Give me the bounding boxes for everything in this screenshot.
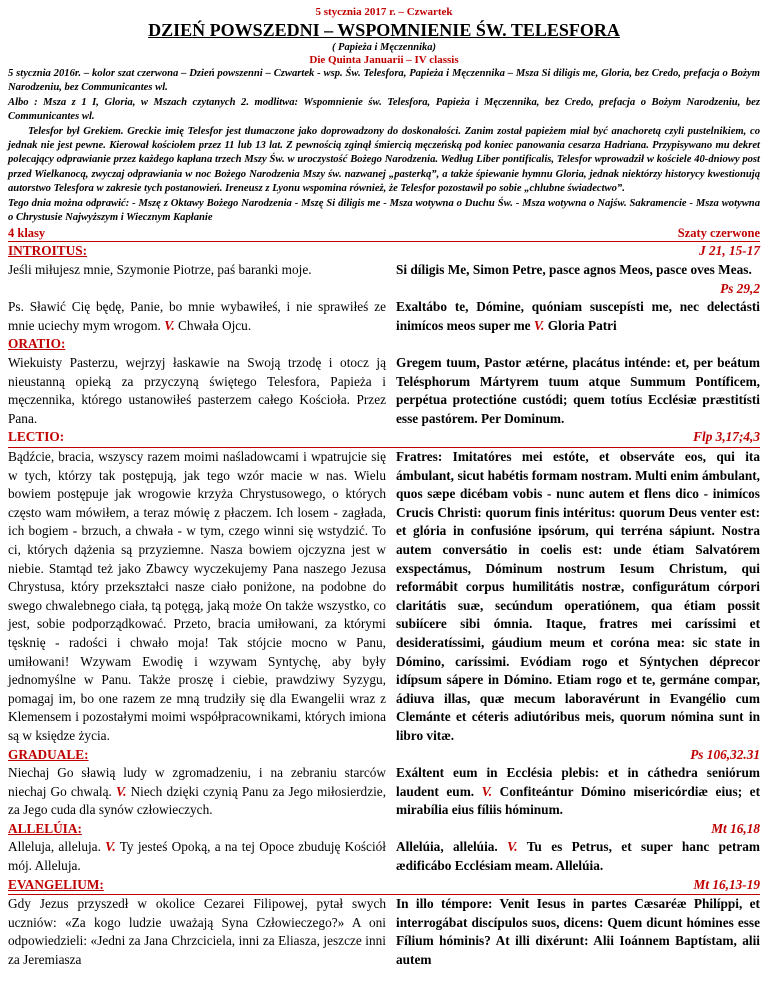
versicle-mark: V. — [507, 839, 518, 855]
oratio — [8, 354, 760, 428]
oratio-la: Gregem tuum, Pastor ætérne, placátus inténde: et, per beátum Telésphorum Mártyrem tuum atque Summum Pontíficem, perpétua protectióne custódi; quem totíus Ecclésiæ præstitísti esse pastórem. Per Dominum. — [396, 355, 760, 426]
text: Allelúia, allelúia. — [396, 839, 498, 855]
evangelium-label: EVANGELIUM: — [8, 876, 104, 892]
alleluia-ref: Mt 16,18 — [711, 820, 760, 836]
graduale-label: GRADUALE: — [8, 746, 89, 762]
oratio-pl: Wiekuisty Pasterzu, wejrzyj łaskawie na Swoją trzodę i otocz ją nieustanną opieką za przyczyną świętego Telesfora, Papieża i męczennika, którego ustanowiłeś pasterzem całego Kościoła. Przez Pana. — [8, 355, 386, 426]
intro-notes — [8, 67, 760, 225]
lectio-pl: Bądźcie, bracia, wszyscy razem moimi naśladowcami i wpatrujcie się w tych, którzy tak postępują, jak tego wzór macie w nas. Wielu bowiem postępuje jak wrogowie krzyża Chrystusowego, o których często wam mówiłem, a teraz mówię z płaczem. Ich losem - zagłada, ich bogiem - brzuch, a chwała - w tym, czego winni się wstydzić. To ci, których dążenia są przyziemne. Nasza bowiem ojczyzna jest w niebie. Stamtąd też jako Zbawcy wyczekujemy Pana naszego Jezusa Chrystusa, który przekształci nasze ciało poniżone, na podobne do swego chwalebnego ciała, tą potęgą, jaką może On także wszystko, co jest, sobie podporządkować. Przeto, bracia umiłowani, za którymi tęsknię - radości i chwało moja! Tak stójcie mocno w Panu, umiłowani! Wzywam Ewodię i wzywam Syntychę, aby były jednomyślne w Panu. Także proszę i ciebie, prawdziwy Syzygu, pomagaj im, bo one razem ze mną trudziły się dla Ewangelii wraz z Klemensem i pozostałymi moimi współpracownikami, których imiona są w księdze życia. — [8, 449, 386, 743]
introitus-psalm-la — [396, 298, 760, 335]
intro-paragraph: Telesfor był Grekiem. Greckie imię Telesfor jest tłumaczone jako doprowadzony do doskonałości. Zanim został papieżem miał być anachoretą czyli pustelnikiem, co jednak nie jest pewne. Kierował kościołem przez 11 lub 13 lat. Z pewnością zginął śmiercią męczeńską pod koniec panowania cesarza Hadriana. Przypisywano mu dekret polecający odprawianie przez każdego kapłana trzech Mszy Św. w uroczystość Bożego Narodzenia. Według Liber pontificalis, Telesfor wprowadził w kościele 40-dniowy post przed Wielkanocą, zwyczaj odprawiania w noc Bożego Narodzenia Mszy św. nazwanej „pasterką”, a także śpiewanie hymnu Gloria, jednak niektórzy historycy kwestionują autorstwo Telesfora w zakresie tych postanowień. Ireneusz z Lyonu wspomina również, że Telesfor pozostawił po sobie „chlubne świadectwo”. — [8, 125, 760, 195]
introitus-psalm — [8, 298, 760, 335]
introitus-label: INTROITUS: — [8, 243, 88, 259]
graduale-header — [8, 746, 760, 765]
lectio-ref: Flp 3,17;4,3 — [693, 429, 760, 445]
evangelium-header — [8, 876, 760, 896]
graduale-ref: Ps 106,32.31 — [690, 746, 760, 762]
graduale-la — [396, 764, 760, 820]
oratio-label: ORATIO: — [8, 336, 66, 352]
alleluia-la — [396, 838, 760, 875]
evangelium-pl: Gdy Jezus przyszedł w okolice Cezarei Filipowej, pytał swych uczniów: «Za kogo ludzie uważają Syna Człowieczego?» A oni odpowiedzieli: «Jedni za Jana Chrzciciela, inni za Eliasza, jeszcze inni za Jeremiasza — [8, 896, 386, 968]
text: Alleluja, alleluja. — [8, 839, 101, 855]
text: Tu es Petrus, et super hanc petram ædificábo Ecclésiam meam. Allelúia. — [396, 839, 760, 874]
introitus-la: Si díligis Me, Simon Petre, pasce agnos Meos, pasce oves Meas. — [396, 262, 752, 278]
text: Niech dzięki czynią Panu za Jego miłosierdzie, za Jego cuda dla synów człowieczych. — [8, 783, 387, 818]
versicle-mark: V. — [115, 783, 127, 799]
feast-rank: Die Quinta Januarii – IV classis — [309, 54, 459, 66]
introitus-ref: J 21, 15-17 — [699, 243, 760, 259]
text: Ty jesteś Opoką, a na tej Opoce zbuduję Kościół mój. Alleluja. — [8, 839, 386, 874]
text: Exaltábo te, Dómine, quóniam suscepísti me, nec delectásti inimícos meos super me — [396, 299, 760, 333]
graduale-pl — [8, 764, 386, 820]
vestment-color: Szaty czerwone — [677, 226, 760, 241]
alleluia-label: ALLELÚIA: — [8, 820, 82, 836]
alleluia-header — [8, 820, 760, 839]
alleluia-pl — [8, 838, 386, 875]
class-line — [8, 226, 760, 242]
alleluia — [8, 838, 760, 875]
text: Gloria Patri — [547, 317, 617, 333]
text: Exáltent eum in Ecclésia plebis: et in cáthedra seniórum laudent eum. — [396, 765, 760, 799]
introitus-psalm-ref: Ps 29,2 — [720, 280, 760, 296]
evangelium-la: In illo témpore: Venit Iesus in partes Cæsaréæ Philíppi, et interrogábat discípulos suos, dicens: Quem dicunt hómines esse Fílium hóminis? At illi dixérunt: Alii Ioánnem Baptístam, alii autem — [396, 896, 760, 968]
text: Chwała Ojcu. — [178, 317, 252, 333]
page-subtitle: ( Papieża i Męczennika) — [331, 42, 437, 53]
text: Ps. Sławić Cię będę, Panie, bo mnie wybawiłeś, i nie sprawiłeś ze mnie uciechy mym wrogom. — [8, 299, 386, 333]
page-title: DZIEŃ POWSZEDNI – WSPOMNIENIE ŚW. TELESFORA — [148, 20, 620, 40]
versicle-mark: V. — [533, 317, 545, 333]
introitus-header — [8, 242, 760, 261]
class-label: 4 klasy — [8, 226, 46, 241]
intro-paragraph: 5 stycznia 2016r. – kolor szat czerwona – Dzień powszenni – Czwartek - wsp. Św. Telesfora, Papieża i Męczennika – Msza Si diligis me, Gloria, bez Credo, prefacja o Bożym Narodzeniu, bez Communicantes wl. — [8, 68, 760, 94]
introitus-psalm-pl — [8, 298, 386, 335]
introitus-antiphon — [8, 261, 760, 280]
lectio — [8, 448, 760, 746]
date-line: 5 stycznia 2017 r. – Czwartek — [315, 6, 453, 18]
evangelium — [8, 895, 760, 969]
versicle-mark: V. — [481, 783, 493, 799]
versicle-mark: V. — [105, 839, 116, 855]
evangelium-ref: Mt 16,13-19 — [693, 876, 760, 892]
lectio-header — [8, 428, 760, 448]
text: Confiteántur Dómino misericórdiæ eius; et mirabília eius fíliis hóminum. — [396, 783, 761, 818]
lectio-la: Fratres: Imitatóres mei estóte, et observáte eos, qui ita ámbulant, sicut habétis formam nostram. Multi enim ámbulant, quos sæpe dicébam vobis - nunc autem et flens dico - inimícos Crucis Christi: quorum finis intéritus: quorum Deus venter est: et glória in confusióne ipsórum, qui terréna sápiunt. Nostra autem conversátio in coelis est: unde étiam Salvatórem exspectámus, Dóminum nostrum Iesum Christum, qui reformábit corpus humilitátis nostræ, configurátum córpori claritátis suæ, secúndum operatiónem, qua étiam possit subiícere sibi ómnia. Itaque, fratres mei caríssimi et desideratíssimi, gáudium meum et coróna mea: sic state in Dómino, caríssimi. Evódiam rogo et Sýntychen déprecor idípsum sápere in Dómino. Etiam rogo et te, germáne compar, ádiuva illas, quæ mecum laboravérunt in Evangélio cum Clemánte et céteris adiutóribus meis, quorum nómina sunt in libro vitæ. — [396, 449, 760, 743]
introitus-pl: Jeśli miłujesz mnie, Szymonie Piotrze, paś baranki moje. — [8, 262, 312, 278]
intro-paragraph: Tego dnia można odprawić: - Mszę z Oktawy Bożego Narodzenia - Mszę Si diligis me - Msza wotywna o Duchu Św. - Msza wotywna o Najśw. Sakramencie - Msza wotywna o Chrystusie Najwyższym i Wiecznym Kapłanie — [8, 197, 760, 224]
graduale — [8, 764, 760, 820]
intro-paragraph: Albo : Msza z 1 I, Gloria, w Mszach czytanych 2. modlitwa: Wspomnienie św. Telesfora, Papieża i Męczennika, bez Credo, prefacja o Bożym Narodzeniu, bez Communicantes wl. — [8, 96, 760, 123]
text: Niechaj Go sławią ludy w zgromadzeniu, i na zebraniu starców niechaj Go chwalą. — [8, 765, 386, 799]
lectio-label: LECTIO: — [8, 429, 65, 445]
versicle-mark: V. — [164, 317, 175, 333]
